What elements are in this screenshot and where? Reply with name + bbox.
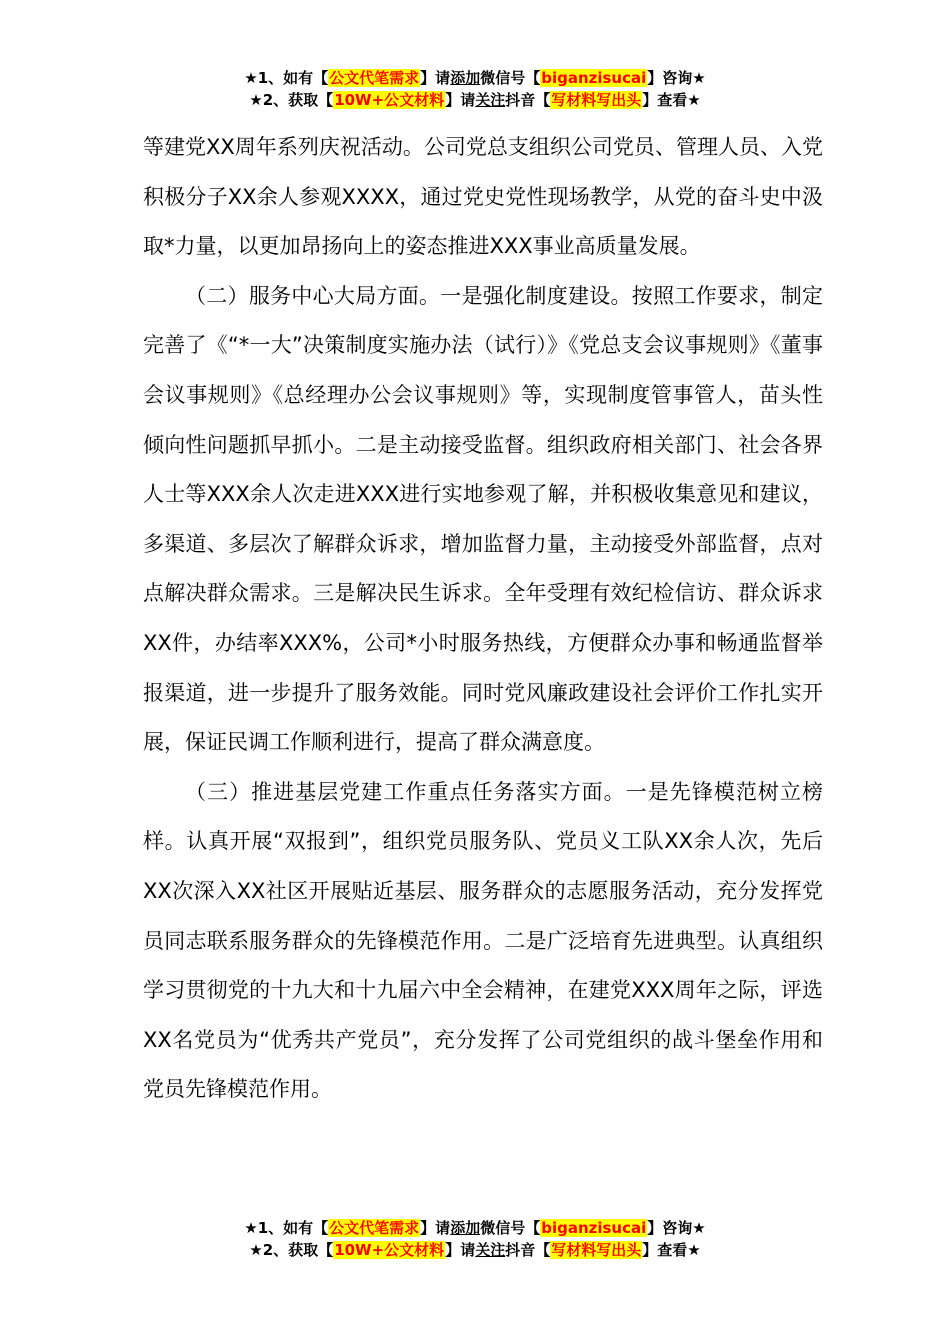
banner-highlight: 10W+公文材料 <box>334 91 445 109</box>
banner-text: 】请 <box>420 69 451 87</box>
banner-highlight: 10W+公文材料 <box>334 1241 445 1259</box>
banner-line-2 <box>0 89 950 111</box>
banner-underlined-text: 添加 <box>450 69 481 87</box>
banner-line-1 <box>0 67 950 89</box>
banner-highlight: 公文代笔需求 <box>329 1219 420 1237</box>
paragraph-service-center: （二）服务中心大局方面。一是强化制度建设。按照工作要求，制定完善了《“*一大”决策制度实施办法（试行）》《党总支会议事规则》《董事会议事规则》《总经理办公会议事规则》等，实现制度管事管人，苗头性倾向性问题抓早抓小。二是主动接受监督。组织政府相关部门、社会各界人士等XXX余人次走进XXX进行实地参观了解，并积极收集意见和建议，多渠道、多层次了解群众诉求，增加监督力量，主动接受外部监督，点对点解决群众需求。三是解决民生诉求。全年受理有效纪检信访、群众诉求XX件，办结率XXX%，公司*小时服务热线，方便群众办事和畅通监督举报渠道，进一步提升了服务效能。同时党风廉政建设社会评价工作扎实开展，保证民调工作顺利进行，提高了群众满意度。 <box>143 283 823 755</box>
banner-line-1 <box>0 1217 950 1239</box>
paragraph-continuation: 等建党XX周年系列庆祝活动。公司党总支组织公司党员、管理人员、入党积极分子XX余人参观XXXX，通过党史党性现场教学，从党的奋斗史中汲取*力量，以更加昂扬向上的姿态推进XXX事业高质量发展。 <box>143 135 823 259</box>
banner-underlined-text: 关注 <box>475 91 506 109</box>
banner-underlined-text: 关注 <box>475 1241 506 1259</box>
banner-text: 】咨询★ <box>647 1219 706 1237</box>
banner-text: 】查看★ <box>642 1241 701 1259</box>
banner-highlight: 写材料写出头 <box>551 1241 642 1259</box>
banner-text: 微信号【 <box>480 69 541 87</box>
footer-banner <box>0 1217 950 1261</box>
banner-text: ★2、获取【 <box>249 91 334 109</box>
paragraph-grassroots-party-building: （三）推进基层党建工作重点任务落实方面。一是先锋模范树立榜样。认真开展“双报到”，组织党员服务队、党员义工队XX余人次，先后XX次深入XX社区开展贴近基层、服务群众的志愿服务活动，充分发挥党员同志联系服务群众的先锋模范作用。二是广泛培育先进典型。认真组织学习贯彻党的十九大和十九届六中全会精神，在建党XXX周年之际，评选XX名党员为“优秀共产党员”，充分发挥了公司党组织的战斗堡垒作用和党员先锋模范作用。 <box>143 779 823 1102</box>
banner-text: 】请 <box>420 1219 451 1237</box>
banner-text: ★2、获取【 <box>249 1241 334 1259</box>
banner-text: 微信号【 <box>480 1219 541 1237</box>
banner-text: 抖音【 <box>505 1241 551 1259</box>
document-body <box>143 123 823 1115</box>
banner-text: 】请 <box>445 91 476 109</box>
banner-line-2 <box>0 1239 950 1261</box>
banner-highlight: 写材料写出头 <box>551 91 642 109</box>
header-banner <box>0 67 950 111</box>
banner-text: ★1、如有【 <box>244 1219 329 1237</box>
banner-text: 】咨询★ <box>647 69 706 87</box>
banner-highlight: biganzisucai <box>541 69 647 87</box>
banner-text: ★1、如有【 <box>244 69 329 87</box>
banner-text: 抖音【 <box>505 91 551 109</box>
banner-highlight: biganzisucai <box>541 1219 647 1237</box>
banner-highlight: 公文代笔需求 <box>329 69 420 87</box>
banner-text: 】请 <box>445 1241 476 1259</box>
banner-text: 】查看★ <box>642 91 701 109</box>
banner-underlined-text: 添加 <box>450 1219 481 1237</box>
